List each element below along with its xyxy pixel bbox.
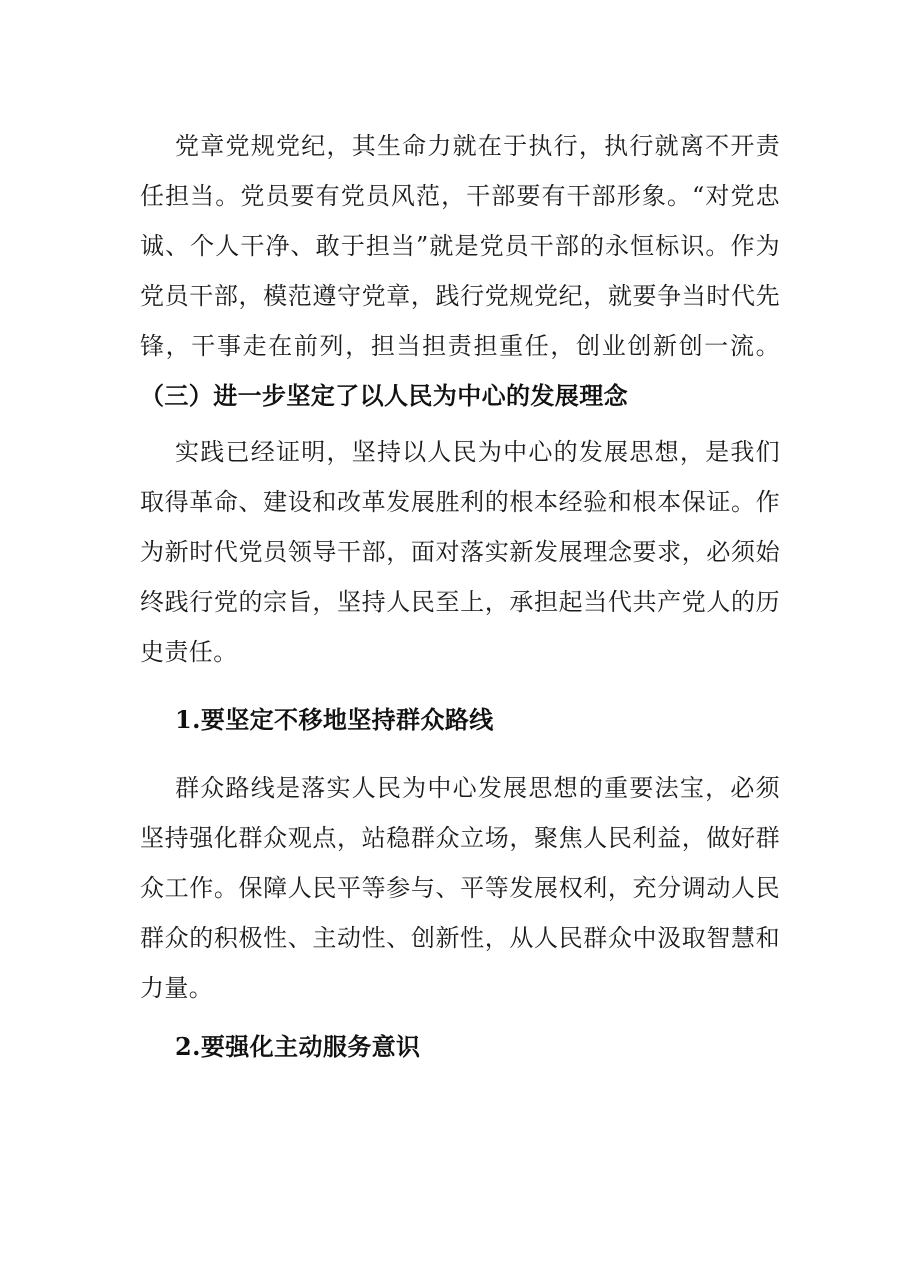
section-heading-people-centered: （三）进一步坚定了以人民为中心的发展理念 — [140, 381, 628, 410]
paragraph-mass-line: 群众路线是落实人民为中心发展思想的重要法宝，必须坚持强化群众观点，站稳群众立场，聚焦人民利益，做好群众工作。保障人民平等参与、平等发展权利，充分调动人民群众的积极性、主动性、创新性，从人民群众中汲取智慧和力量。 — [140, 774, 780, 1002]
heading-mass-line: 1.要坚定不移地坚持群众路线 — [175, 705, 494, 734]
paragraph-practice-proves: 实践已经证明，坚持以人民为中心的发展思想，是我们取得革命、建设和改革发展胜利的根本经验和根本保证。作为新时代党员领导干部，面对落实新发展理念要求，必须始终践行党的宗旨，坚持人民至上，承担起当代共产党人的历史责任。 — [140, 438, 780, 666]
heading-service-awareness: 2.要强化主动服务意识 — [175, 1032, 421, 1061]
paragraph-party-rules — [140, 121, 780, 421]
paragraph-party-rules-text: 党章党规党纪，其生命力就在于执行，执行就离不开责任担当。党员要有党员风范，干部要有干部形象。“对党忠诚、个人干净、敢于担当”就是党员干部的永恒标识。作为党员干部，模范遵守党章，践行党规党纪，就要争当时代先锋，干事走在前列，担当担责担重任，创业创新创一流。 — [140, 132, 780, 360]
